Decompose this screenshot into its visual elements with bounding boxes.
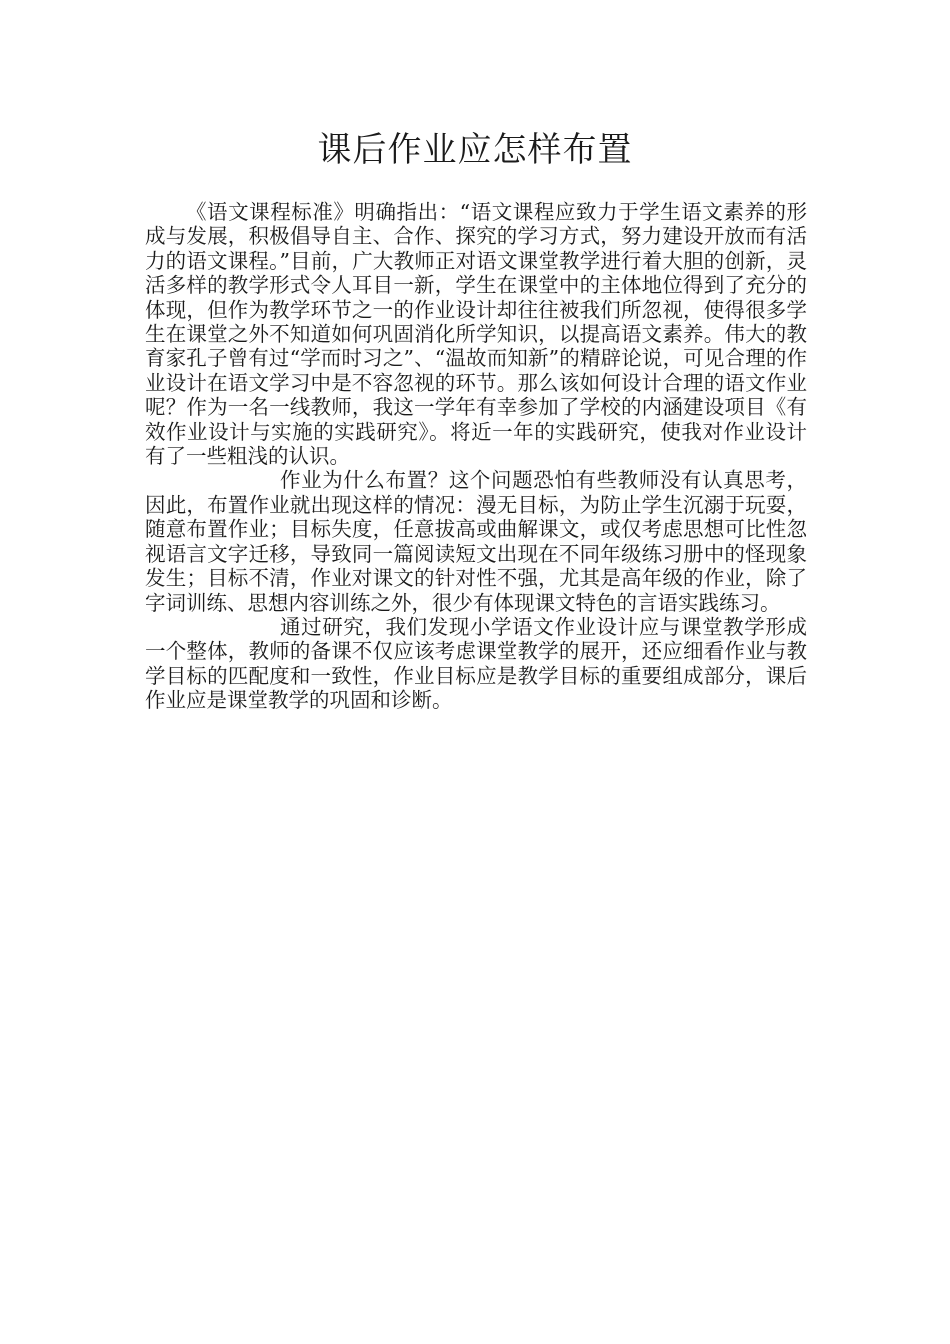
document-title: 课后作业应怎样布置 [317,130,633,170]
paragraph-3: 通过研究，我们发现小学语文作业设计应与课堂教学形成一个整体，教师的备课不仅应该考虑课堂教学的展开，还应细看作业与教学目标的匹配度和一致性，作业目标应是教学目标的重要组成部分，课后作业应是课堂教学的巩固和诊断。 [145,614,807,713]
document-body [145,200,807,713]
paragraph-1: 《语文课程标准》明确指出：“语文课程应致力于学生语文素养的形成与发展，积极倡导自主、合作、探究的学习方式，努力建设开放而有活力的语文课程。”目前，广大教师正对语文课堂教学进行着大胆的创新，灵活多样的教学形式令人耳目一新，学生在课堂中的主体地位得到了充分的体现，但作为教学环节之一的作业设计却往往被我们所忽视，使得很多学生在课堂之外不知道如何巩固消化所学知识，以提高语文素养。伟大的教育家孔子曾有过“学而时习之”、“温故而知新”的精辟论说，可见合理的作业设计在语文学习中是不容忽视的环节。那么该如何设计合理的语文作业呢？作为一名一线教师，我这一学年有幸参加了学校的内涵建设项目《有效作业设计与实施的实践研究》。将近一年的实践研究，使我对作业设计有了一些粗浅的认识。 [145,200,807,469]
paragraph-2: 作业为什么布置？这个问题恐怕有些教师没有认真思考，因此，布置作业就出现这样的情况：漫无目标，为防止学生沉溺于玩耍，随意布置作业；目标失度，任意拔高或曲解课文，或仅考虑思想可比性忽视语言文字迁移，导致同一篇阅读短文出现在不同年级练习册中的怪现象发生；目标不清，作业对课文的针对性不强，尤其是高年级的作业，除了字词训练、思想内容训练之外，很少有体现课文特色的言语实践练习。 [145,468,807,615]
